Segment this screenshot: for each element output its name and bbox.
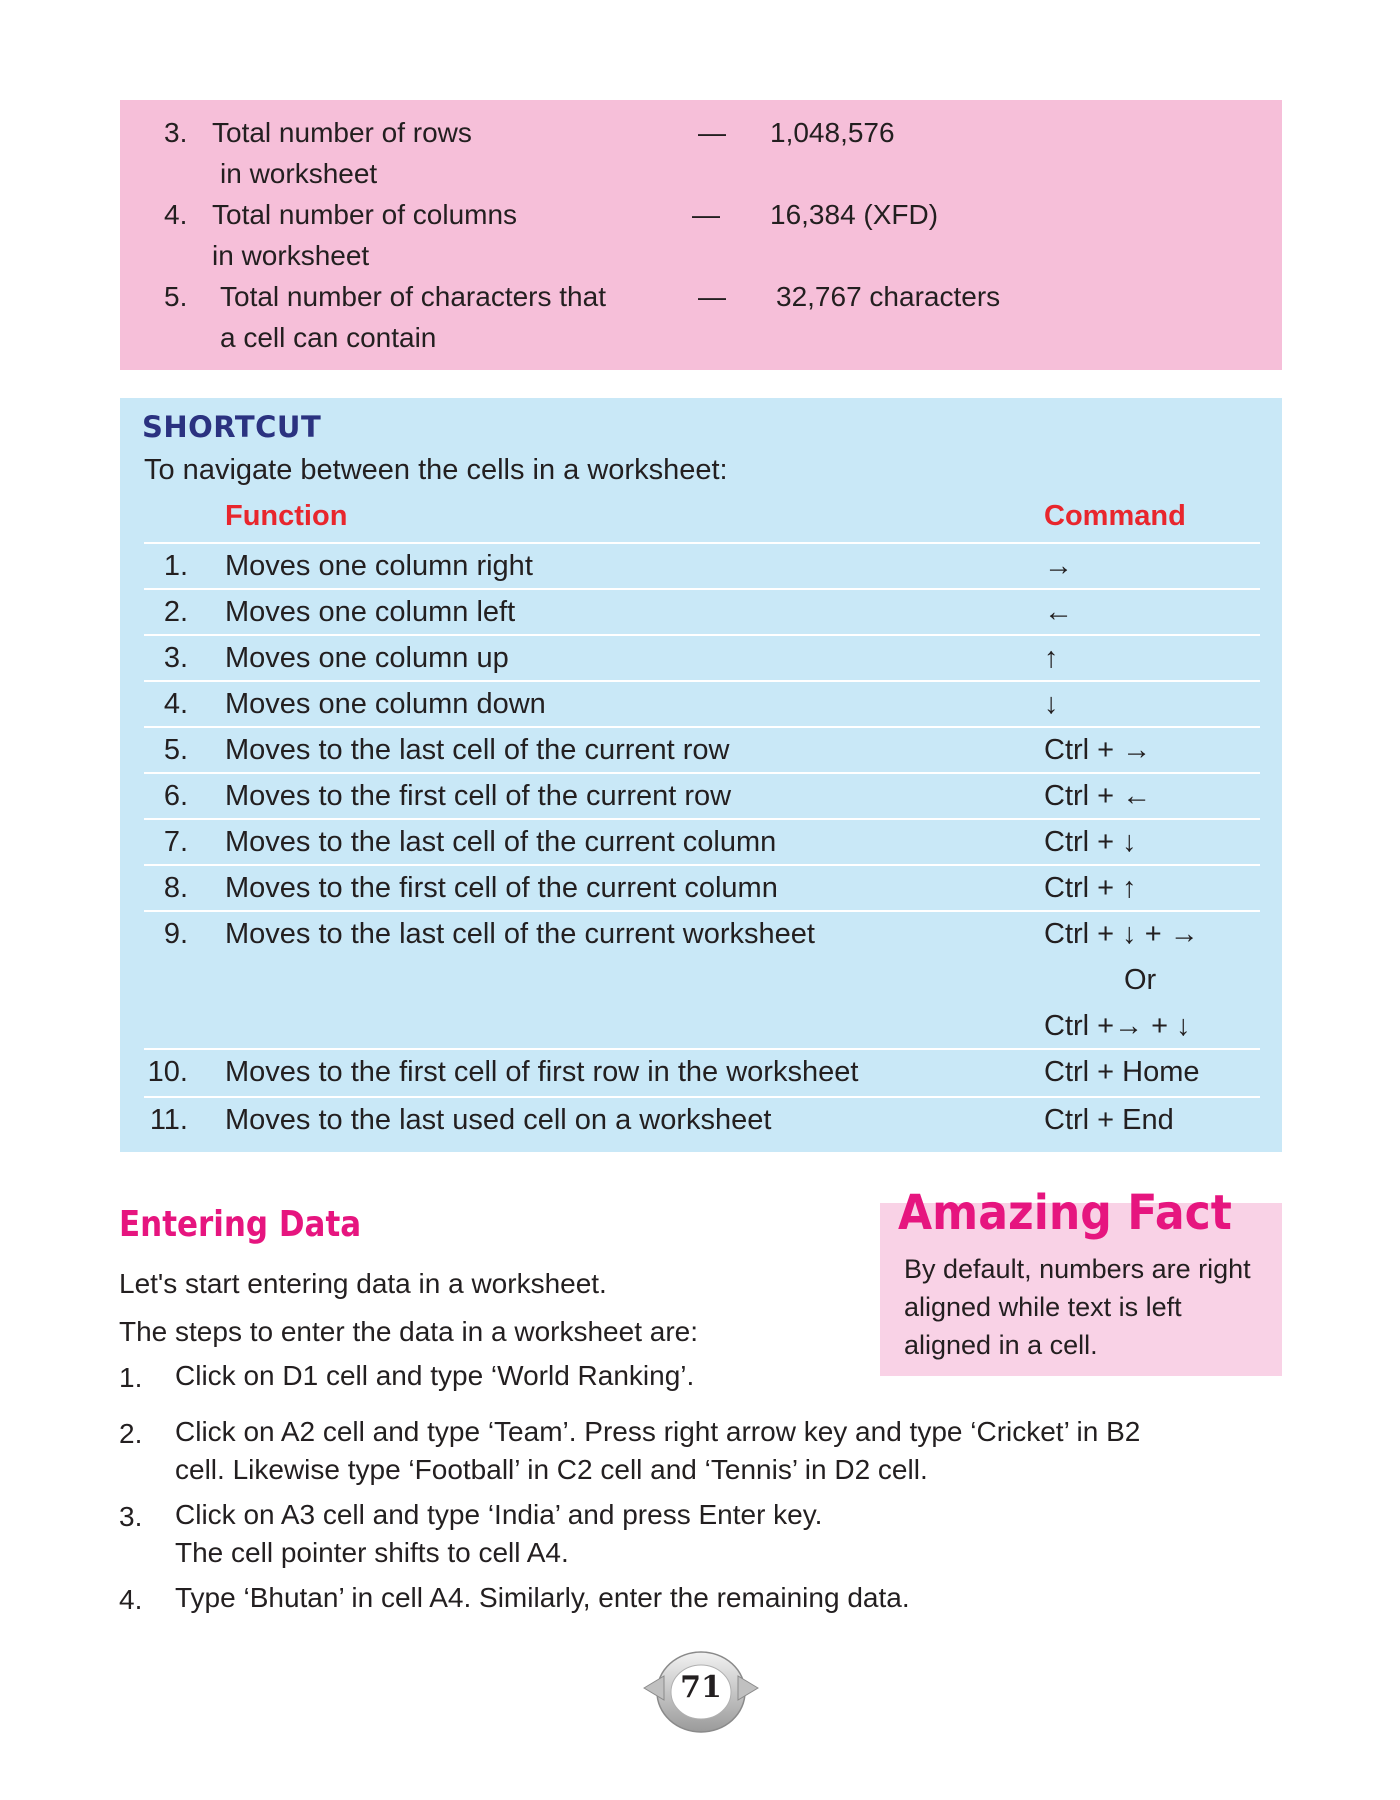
limit-label: Total number of characters that <box>220 281 606 312</box>
row-command: Ctrl + ← <box>1044 780 1152 812</box>
row-number: 3. <box>163 642 188 674</box>
limit-label: Total number of columns <box>212 199 518 230</box>
row-command: ↑ <box>1044 642 1059 674</box>
limit-label-cont: in worksheet <box>212 240 370 271</box>
fact-title: Amazing Fact <box>898 1185 1232 1241</box>
row-number: 1. <box>163 550 188 582</box>
row-command: Ctrl + Home <box>1044 1056 1200 1088</box>
row-command: Ctrl + ↓ + → <box>1044 918 1199 950</box>
table-row <box>144 864 1260 910</box>
row-command: Ctrl + ↓ <box>1044 826 1137 858</box>
section-intro: Let's start entering data in a worksheet. <box>119 1268 607 1299</box>
limit-dash: — <box>692 199 720 230</box>
fact-text <box>904 1250 1274 1364</box>
row-function: Moves to the first cell of the current row <box>225 780 732 812</box>
row-number: 10. <box>147 1056 188 1088</box>
row-function: Moves one column left <box>225 596 516 628</box>
table-row <box>144 1048 1260 1096</box>
row-command: Ctrl + → <box>1044 734 1152 766</box>
table-row <box>144 726 1260 772</box>
fact-line: By default, numbers are right <box>904 1254 1251 1284</box>
limit-dash: — <box>698 281 726 312</box>
column-header-command: Command <box>1044 500 1186 532</box>
step-number: 1. <box>119 1362 143 1393</box>
shortcut-box <box>120 398 1282 1152</box>
row-command: ↓ <box>1044 688 1059 720</box>
row-command-or: Or <box>1124 964 1157 996</box>
table-row <box>144 542 1260 588</box>
shortcut-intro: To navigate between the cells in a worksheet: <box>144 454 728 486</box>
table-row <box>144 910 1260 1048</box>
limit-label: Total number of rows <box>212 117 472 148</box>
row-command: → <box>1044 550 1073 582</box>
limit-value: 1,048,576 <box>770 117 895 148</box>
row-number: 11. <box>149 1104 188 1136</box>
limit-label-cont: a cell can contain <box>220 322 437 353</box>
table-row <box>144 1096 1260 1142</box>
shortcut-table <box>144 542 1260 1142</box>
table-row <box>144 680 1260 726</box>
row-number: 8. <box>163 872 188 904</box>
row-number: 9. <box>163 918 188 950</box>
row-function: Moves to the last used cell on a worksheet <box>225 1104 772 1136</box>
limit-value: 16,384 (XFD) <box>770 199 939 230</box>
section-title: Entering Data <box>119 1204 362 1245</box>
fact-line: aligned while text is left <box>904 1292 1182 1322</box>
step-number: 4. <box>119 1584 143 1615</box>
step-text-cont: The cell pointer shifts to cell A4. <box>175 1537 569 1568</box>
step-text-cont: cell. Likewise type ‘Football’ in C2 cell and ‘Tennis’ in D2 cell. <box>175 1454 928 1485</box>
table-row <box>144 588 1260 634</box>
table-row <box>144 772 1260 818</box>
row-function: Moves to the last cell of the current row <box>225 734 730 766</box>
row-command: Ctrl + End <box>1044 1104 1174 1136</box>
limit-number: 5. <box>164 281 188 312</box>
row-number: 6. <box>163 780 188 812</box>
row-function: Moves one column down <box>225 688 546 720</box>
column-header-function: Function <box>225 500 348 532</box>
limit-item <box>120 112 1282 194</box>
step-text: Type ‘Bhutan’ in cell A4. Similarly, enter the remaining data. <box>175 1582 910 1613</box>
row-command: Ctrl + ↑ <box>1044 872 1137 904</box>
step-number: 3. <box>119 1501 143 1532</box>
row-function: Moves to the first cell of the current column <box>225 872 778 904</box>
limits-box <box>120 100 1282 370</box>
page-number: 71 <box>680 1670 722 1705</box>
step-text: Click on A2 cell and type ‘Team’. Press right arrow key and type ‘Cricket’ in B2 <box>175 1416 1141 1447</box>
row-command-alt: Ctrl +→ + ↓ <box>1044 1010 1191 1042</box>
limit-value: 32,767 characters <box>776 281 1001 312</box>
row-number: 5. <box>163 734 188 766</box>
row-command: ← <box>1044 596 1073 628</box>
row-function: Moves to the first cell of first row in the worksheet <box>225 1056 859 1088</box>
table-row <box>144 818 1260 864</box>
limit-number: 3. <box>164 117 188 148</box>
section-intro-steps: The steps to enter the data in a worksheet are: <box>119 1316 699 1347</box>
row-function: Moves to the last cell of the current worksheet <box>225 918 815 950</box>
limit-item <box>120 194 1282 276</box>
row-number: 2. <box>163 596 188 628</box>
shortcut-title: SHORTCUT <box>142 410 322 444</box>
step-number: 2. <box>119 1418 143 1449</box>
limit-number: 4. <box>164 199 188 230</box>
row-function: Moves one column right <box>225 550 533 582</box>
step-text: Click on A3 cell and type ‘India’ and press Enter key. <box>175 1499 823 1530</box>
table-row <box>144 634 1260 680</box>
row-function: Moves to the last cell of the current column <box>225 826 777 858</box>
row-function: Moves one column up <box>225 642 509 674</box>
step-text: Click on D1 cell and type ‘World Ranking’. <box>175 1360 695 1391</box>
limit-dash: — <box>698 117 726 148</box>
fact-line: aligned in a cell. <box>904 1330 1098 1360</box>
limit-label-cont: in worksheet <box>220 158 378 189</box>
row-number: 4. <box>163 688 188 720</box>
limit-item <box>120 276 1282 358</box>
row-number: 7. <box>163 826 188 858</box>
